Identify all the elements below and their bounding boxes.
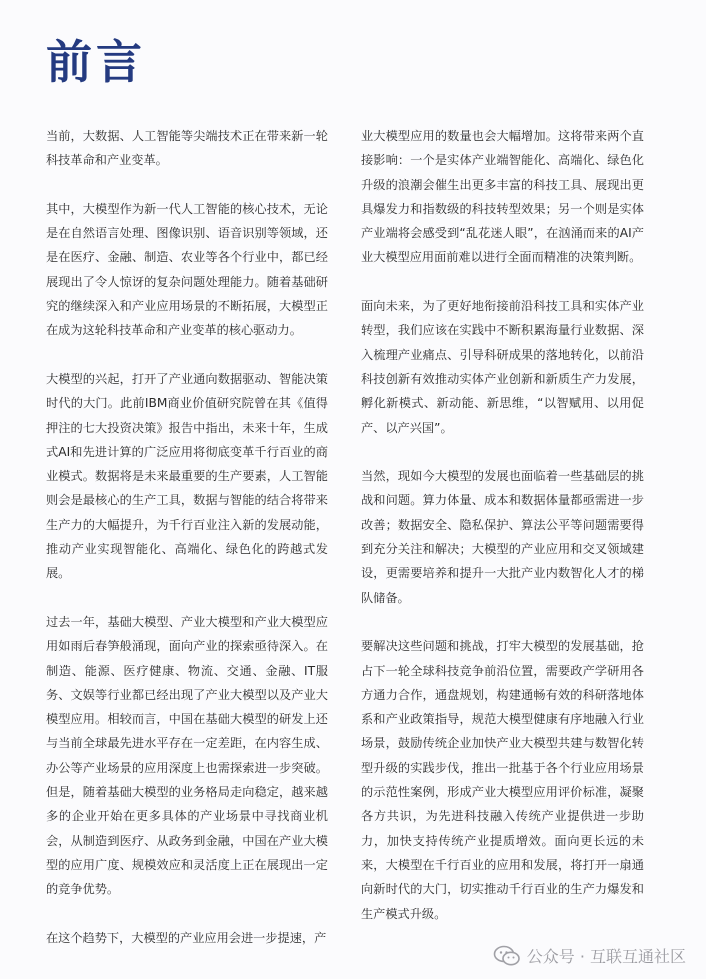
wechat-icon bbox=[493, 945, 521, 967]
paragraph: 当然，现如今大模型的发展也面临着一些基础层的挑战和问题。算力体量、成本和数据体量都亟需进一步改善；数据安全、隐私保护、算法公平等问题需要得到充分关注和解决；大模型的产业应用和交叉领域建设，更需要培养和提升一大批产业内数智化人才的梯队储备。 bbox=[361, 469, 644, 605]
paragraph: 其中，大模型作为新一代人工智能的核心技术，无论是在自然语言处理、图像识别、语音识别等领域，还是在医疗、金融、制造、农业等各个行业中，都已经展现出了令人惊讶的复杂问题处理能力。随着基础研究的继续深入和产业应用场景的不断拓展，大模型正在成为这轮科技革命和产业变革的核心驱动力。 bbox=[46, 201, 328, 338]
watermark-text: 公众号 · 互联互通社区 bbox=[526, 947, 686, 966]
paragraph: 业大模型应用的数量也会大幅增加。这将带来两个直接影响：一个是实体产业端智能化、高端化、绿色化升级的浪潮会催生出更多丰富的科技工具、展现出更具爆发力和指数级的科技转型效果；另一个则是实体产业端将会感受到“乱花迷人眼”，在汹涌而来的AI产业大模型应用面前难以进行全面而精准的决策判断。 bbox=[361, 129, 644, 265]
left-column bbox=[46, 124, 328, 974]
paragraph: 大模型的兴起，打开了产业通向数据驱动、智能决策时代的大门。此前IBM商业价值研究院曾在其《值得押注的七大投资决策》报告中指出，未来十年，生成式AI和先进计算的广泛应用将彻底变革千行百业的商业模式。数据将是未来最重要的生产要素，人工智能则会是最核心的生产工具，数据与智能的结合将带来生产力的大幅提升，为千行百业注入新的发展动能，推动产业实现智能化、高端化、绿色化的跨越式发展。 bbox=[46, 371, 328, 581]
paragraph: 当前，大数据、人工智能等尖端技术正在带来新一轮科技革命和产业变革。 bbox=[46, 129, 328, 168]
page-title: 前言 bbox=[46, 35, 146, 89]
watermark bbox=[493, 944, 686, 967]
right-column bbox=[361, 124, 644, 950]
paragraph: 过去一年，基础大模型、产业大模型和产业大模型应用如雨后春笋般涌现，面向产业的探索亟待深入。在制造、能源、医疗健康、物流、交通、金融、IT服务、文娱等行业都已经出现了产业大模型以及产业大模型应用。相较而言，中国在基础大模型的研发上还与当前全球最先进水平存在一定差距，在内容生成、办公等产业场景的应用深度上也需探索进一步突破。但是，随着基础大模型的业务格局走向稳定，越来越多的企业开始在更多具体的产业场景中寻找商业机会，从制造到医疗、从政务到金融，中国在产业大模型的应用广度、规模效应和灵活度上正在展现出一定的竞争优势。 bbox=[46, 614, 328, 897]
paragraph: 要解决这些问题和挑战，打牢大模型的发展基础，抢占下一轮全球科技竞争前沿位置，需要政产学研用各方通力合作，通盘规划，构建通畅有效的科研落地体系和产业政策指导，规范大模型健康有序地融入行业场景，鼓励传统企业加快产业大模型共建与数智化转型升级的实践步伐，推出一批基于各个行业应用场景的示范性案例，形成产业大模型应用评价标准，凝聚各方共识，为先进科技融入传统产业提供进一步助力，加快支持传统产业提质增效。面向更长远的未来，大模型在千行百业的应用和发展，将打开一扇通向新时代的大门，切实推动千行百业的生产力爆发和生产模式升级。 bbox=[361, 639, 644, 921]
paragraph: 在这个趋势下，大模型的产业应用会进一步提速，产 bbox=[46, 930, 327, 945]
paragraph: 面向未来，为了更好地衔接前沿科技工具和实体产业转型，我们应该在实践中不断积累海量行业数据、深入梳理产业痛点、引导科研成果的落地转化，以前沿科技创新有效推动实体产业创新和新质生产力发展，孵化新模式、新动能、新思维，“以智赋用、以用促产、以产兴国”。 bbox=[361, 299, 644, 435]
